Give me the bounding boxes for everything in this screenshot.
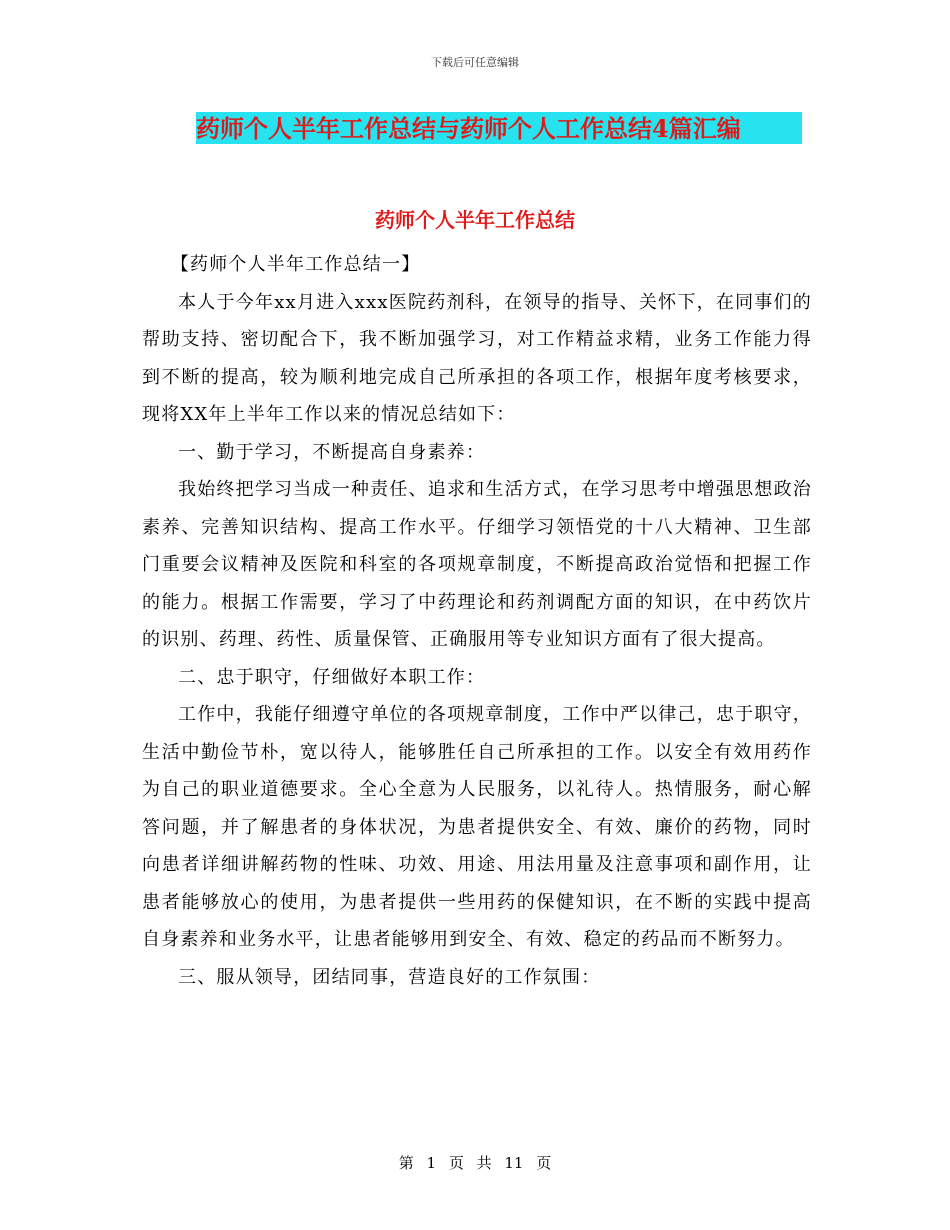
paragraph: 本人于今年xx月进入xxx医院药剂科，在领导的指导、关怀下，在同事们的帮助支持、密切配合下，我不断加强学习，对工作精益求精，业务工作能力得到不断的提高，较为顺利地完成自己所承担的各项工作，根据年度考核要求，现将XX年上半年工作以来的情况总结如下： — [142, 291, 812, 425]
header-note: 下载后可任意编辑 — [431, 56, 519, 69]
section-heading: 二、忠于职守，仔细做好本职工作： — [178, 666, 486, 688]
paragraph: 我始终把学习当成一种责任、追求和生活方式，在学习思考中增强思想政治素养、完善知识结构、提高工作水平。仔细学习领悟党的十八大精神、卫生部门重要会议精神及医院和科室的各项规章制度，不断提高政治觉悟和把握工作的能力。根据工作需要，学习了中药理论和药剂调配方面的知识，在中药饮片的识别、药理、药性、质量保管、正确服用等专业知识方面有了很大提高。 — [142, 479, 812, 650]
page-number: 第 1 页 共 11 页 — [398, 1154, 552, 1172]
paragraph: 工作中，我能仔细遵守单位的各项规章制度，工作中严以律己，忠于职守，生活中勤俭节朴，宽以待人，能够胜任自己所承担的工作。以安全有效用药作为自己的职业道德要求。全心全意为人民服务，以礼待人。热情服务，耐心解答问题，并了解患者的身体状况，为患者提供安全、有效、廉价的药物，同时向患者详细讲解药物的性味、功效、用途、用法用量及注意事项和副作用，让患者能够放心的使用，为患者提供一些用药的保健知识，在不断的实践中提高自身素养和业务水平，让患者能够用到安全、有效、稳定的药品而不断努力。 — [142, 704, 812, 950]
main-title: 药师个人半年工作总结与药师个人工作总结4篇汇编 — [196, 114, 741, 143]
document-body — [142, 246, 812, 996]
section-label: 【药师个人半年工作总结一】 — [170, 254, 421, 275]
section-heading: 三、服从领导，团结同事，营造良好的工作氛围： — [178, 966, 601, 988]
sub-title: 药师个人半年工作总结 — [375, 208, 575, 232]
section-heading: 一、勤于学习，不断提高自身素养： — [178, 441, 486, 463]
